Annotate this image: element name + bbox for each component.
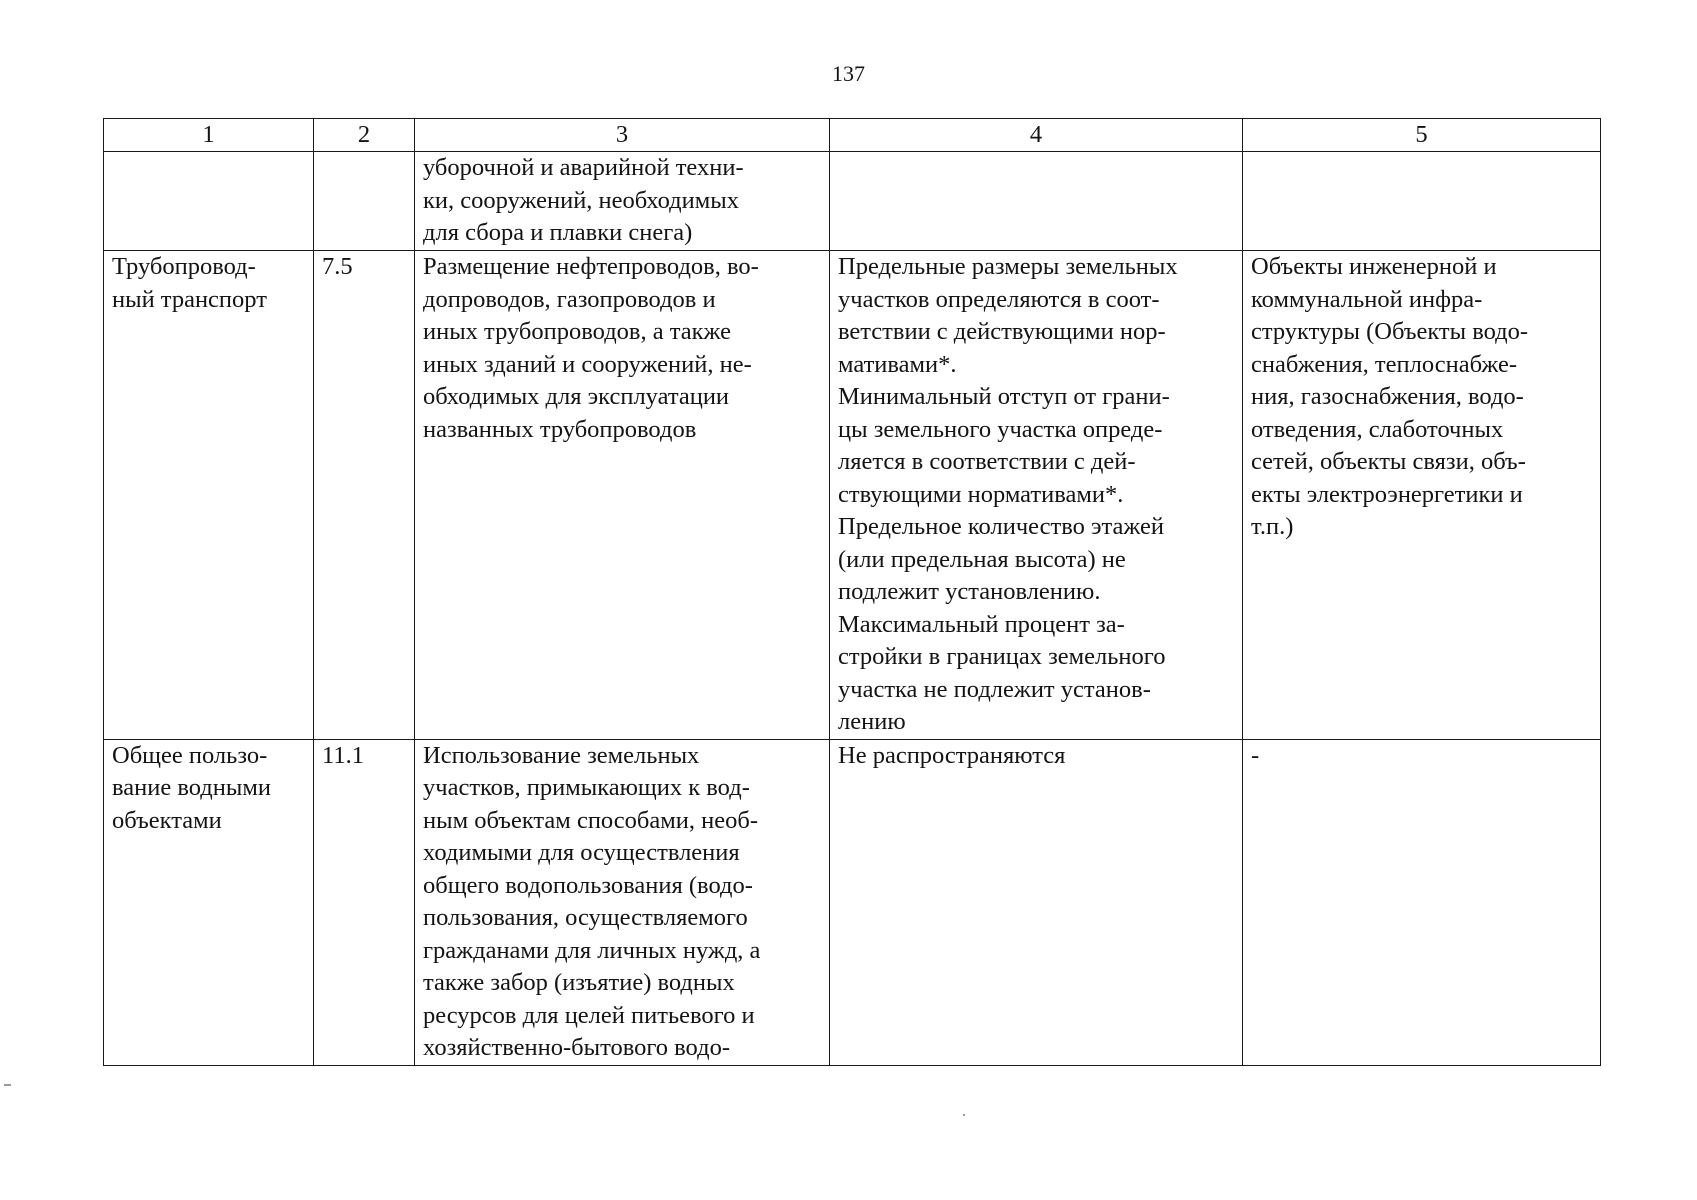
cell-parameters [830,152,1243,251]
cell-use-code [314,152,415,251]
cell-use-name [104,152,314,251]
cell-auxiliary-uses: - [1243,739,1601,1065]
header-cell-2: 2 [314,119,415,152]
cell-use-description: Размещение нефтепроводов, во- допроводов, газопроводов и иных трубопроводов, а также иных зданий и сооружений, не- обходимых для эксплуатации названных трубопроводов [415,251,830,740]
header-cell-4: 4 [830,119,1243,152]
table-row [104,739,1601,1065]
table-row [104,251,1601,740]
header-cell-3: 3 [415,119,830,152]
cell-use-name: Общее пользо- вание водными объектами [104,739,314,1065]
scan-artifact-mark [963,1114,965,1116]
page-number: 137 [832,61,865,86]
cell-auxiliary-uses: Объекты инженерной и коммунальной инфра- структуры (Объекты водо- снабжения, теплоснабже- ния, газоснабжения, водо- отведения, слаботочных сетей, объекты связи, объ- екты электроэнергетики и т.п.) [1243,251,1601,740]
header-cell-5: 5 [1243,119,1601,152]
cell-auxiliary-uses [1243,152,1601,251]
zoning-table [103,118,1601,1066]
scan-artifact-mark [4,1084,11,1086]
table-header-row [104,119,1601,152]
cell-use-description: уборочной и аварийной техни- ки, сооружений, необходимых для сбора и плавки снега) [415,152,830,251]
cell-use-name: Трубопровод- ный транспорт [104,251,314,740]
table-row [104,152,1601,251]
cell-parameters: Предельные размеры земельных участков определяются в соот- ветствии с действующими нор- мативами*. Минимальный отступ от грани- цы земельного участка опреде- ляется в соответствии с дей- ствующими нормативами*. Предельное количество этажей (или предельная высота) не подлежит установлению. Максимальный процент за- стройки в границах земельного участка не подлежит установ- лению [830,251,1243,740]
cell-use-code: 7.5 [314,251,415,740]
header-cell-1: 1 [104,119,314,152]
cell-parameters: Не распространяются [830,739,1243,1065]
cell-use-code: 11.1 [314,739,415,1065]
cell-use-description: Использование земельных участков, примыкающих к вод- ным объектам способами, необ- ходимыми для осуществления общего водопользования (водо- пользования, осуществляемого гражданами для личных нужд, а также забор (изъятие) водных ресурсов для целей питьевого и хозяйственно-бытового водо- [415,739,830,1065]
